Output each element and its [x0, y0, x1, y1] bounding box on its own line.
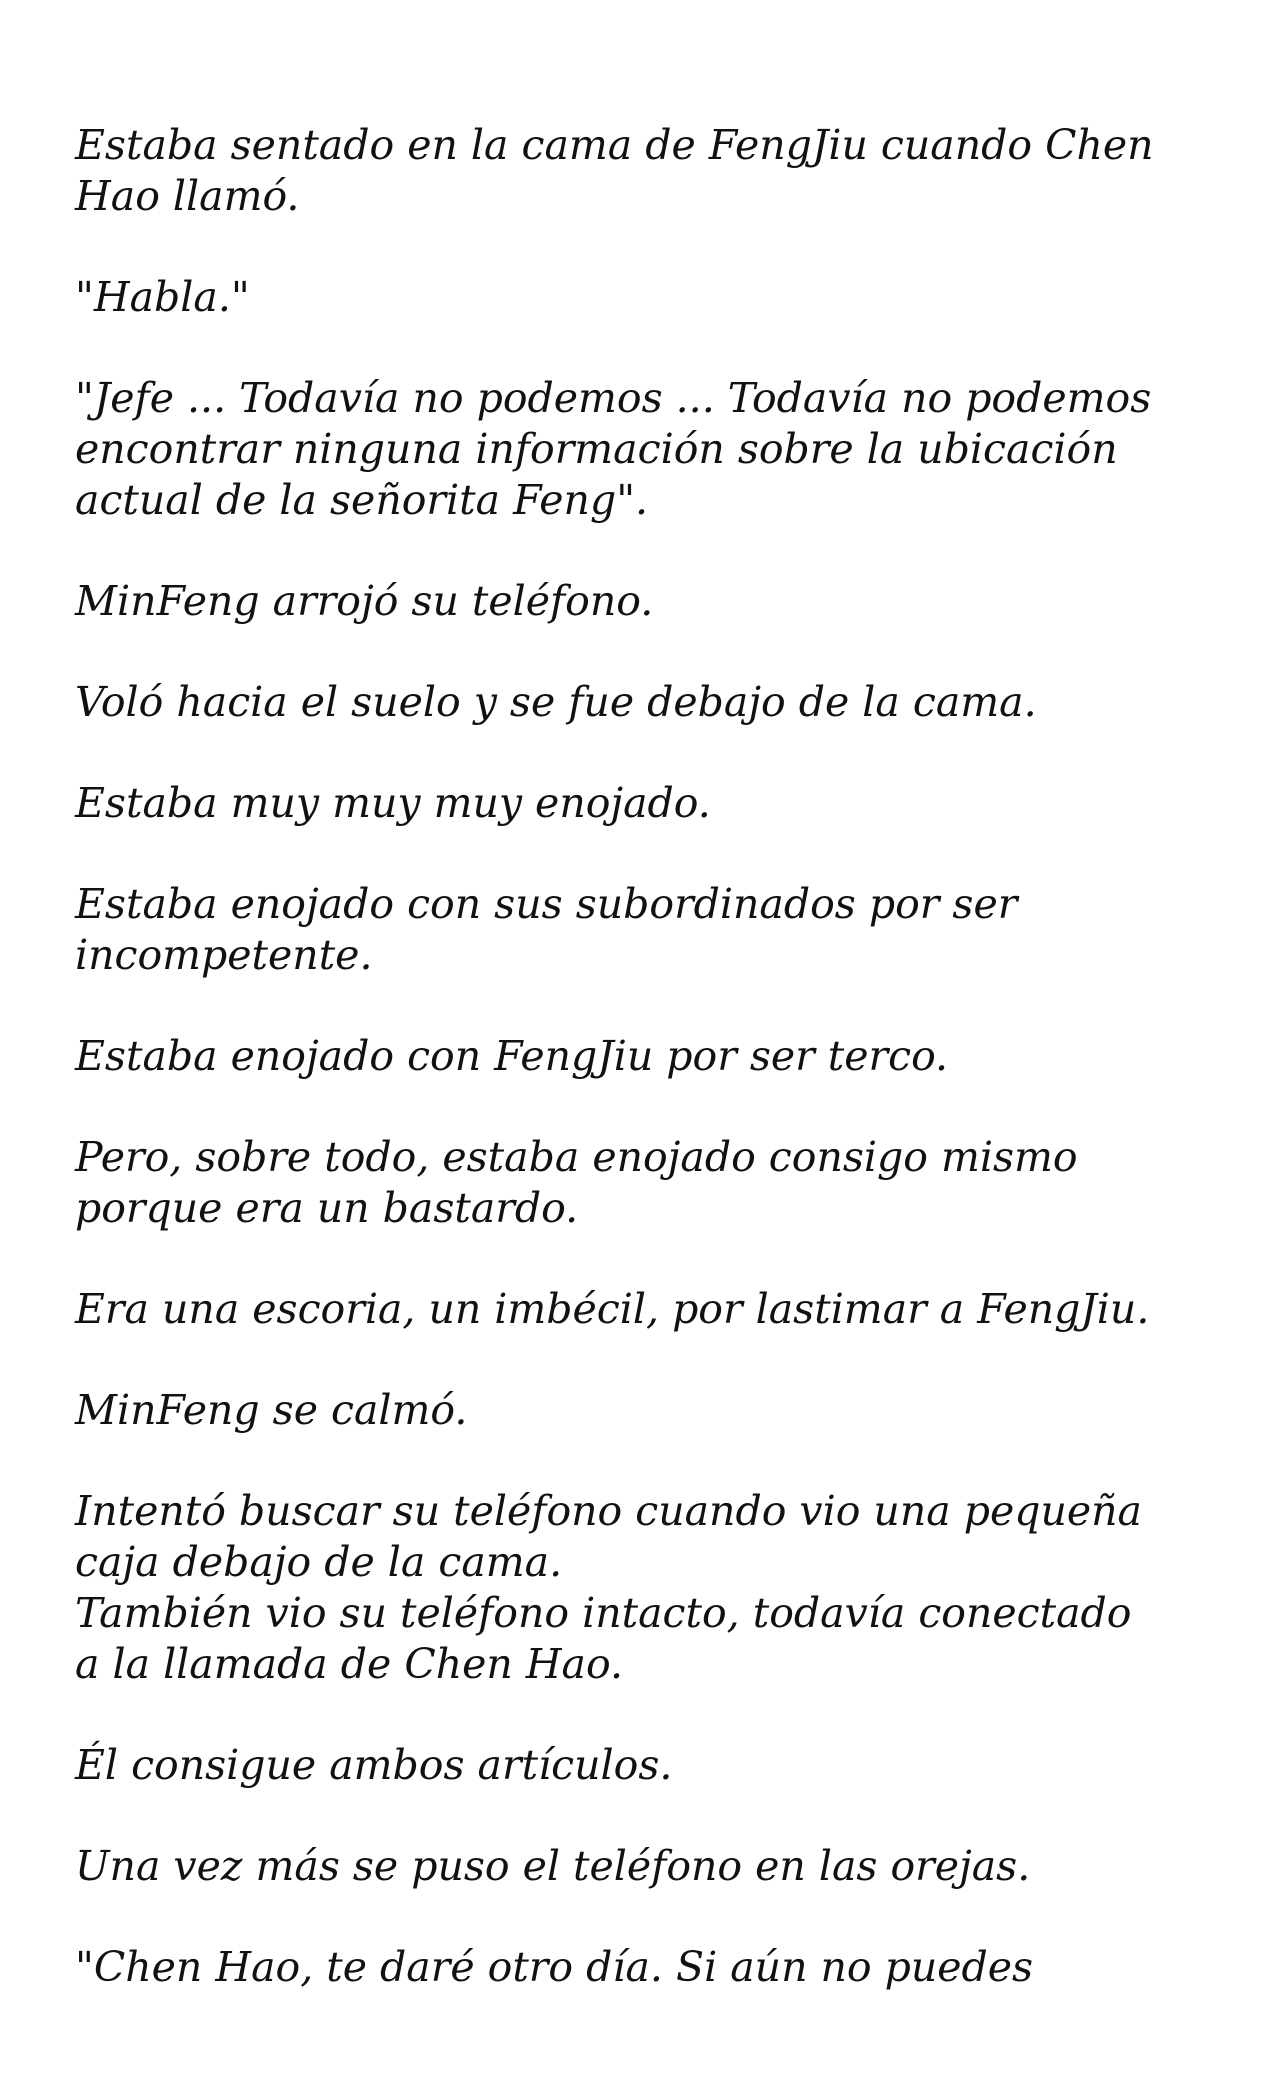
text-line: Estaba sentado en la cama de FengJiu cuando Chen [75, 121, 1154, 169]
text-line: "Jefe ... Todavía no podemos ... Todavía no podemos [75, 374, 1152, 422]
text-line: Era una escoria, un imbécil, por lastimar a FengJiu. [75, 1285, 1150, 1333]
paragraph-3 [75, 373, 1215, 526]
paragraph-11 [75, 1385, 1215, 1436]
paragraph-6 [75, 778, 1215, 829]
paragraph-5 [75, 677, 1215, 728]
paragraph-10 [75, 1284, 1215, 1335]
text-line: "Chen Hao, te daré otro día. Si aún no puedes [75, 1943, 1034, 1991]
text-line: Pero, sobre todo, estaba enojado consigo mismo [75, 1133, 1078, 1181]
paragraph-13 [75, 1740, 1215, 1791]
text-line: a la llamada de Chen Hao. [75, 1640, 623, 1688]
paragraph-12 [75, 1486, 1215, 1690]
text-line: porque era un bastardo. [75, 1184, 579, 1232]
paragraph-15 [75, 1942, 1215, 1993]
paragraph-8 [75, 1031, 1215, 1082]
paragraph-9 [75, 1132, 1215, 1234]
text-line: "Habla." [75, 273, 250, 321]
text-line: También vio su teléfono intacto, todavía conectado [75, 1589, 1132, 1637]
paragraph-7 [75, 879, 1215, 981]
text-line: caja debajo de la cama. [75, 1538, 563, 1586]
text-line: Estaba enojado con sus subordinados por ser [75, 880, 1018, 928]
paragraph-14 [75, 1841, 1215, 1892]
text-line: Hao llamó. [75, 172, 300, 220]
text-line: MinFeng se calmó. [75, 1386, 468, 1434]
text-line: MinFeng arrojó su teléfono. [75, 577, 654, 625]
text-line: incompetente. [75, 931, 373, 979]
paragraph-4 [75, 576, 1215, 627]
text-line: Una vez más se puso el teléfono en las orejas. [75, 1842, 1031, 1890]
text-line: actual de la señorita Feng". [75, 476, 649, 524]
text-line: encontrar ninguna información sobre la ubicación [75, 425, 1118, 473]
paragraph-1 [75, 120, 1215, 222]
text-line: Estaba enojado con FengJiu por ser terco. [75, 1032, 949, 1080]
text-line: Estaba muy muy muy enojado. [75, 779, 711, 827]
text-line: Él consigue ambos artículos. [75, 1741, 673, 1789]
document-body [75, 120, 1215, 2043]
text-line: Intentó buscar su teléfono cuando vio una pequeña [75, 1487, 1142, 1535]
paragraph-2 [75, 272, 1215, 323]
text-line: Voló hacia el suelo y se fue debajo de la cama. [75, 678, 1037, 726]
